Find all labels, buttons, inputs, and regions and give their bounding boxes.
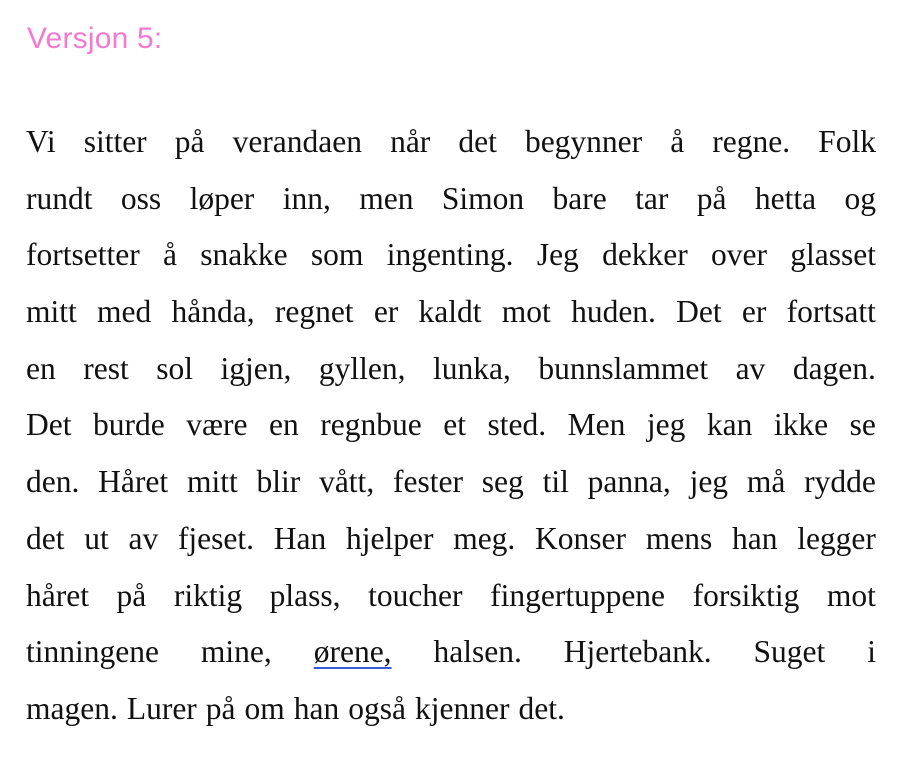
word: håret [26, 577, 89, 613]
word: Konser [535, 520, 627, 556]
word: fortsetter [26, 237, 140, 273]
word: gyllen, [318, 350, 406, 386]
word: av [735, 350, 766, 386]
word: det [458, 124, 497, 159]
word: på [205, 690, 236, 726]
word: glasset [790, 237, 876, 273]
word: han [731, 520, 778, 556]
text-line [26, 624, 876, 681]
word: et [443, 407, 466, 443]
word: må [746, 464, 786, 500]
word: til [542, 464, 569, 500]
word: rydde [804, 464, 876, 500]
word: en [269, 407, 299, 443]
word: oss [120, 180, 162, 216]
word: når [390, 124, 431, 159]
word: huden. [571, 294, 656, 330]
word: halsen. [433, 634, 522, 670]
word: hånda, [171, 294, 255, 330]
word: fortsatt [786, 294, 876, 330]
word: også [348, 690, 407, 726]
word: forsiktig [692, 577, 800, 613]
word: Simon [441, 180, 525, 216]
word: plass, [269, 577, 341, 613]
word: riktig [173, 577, 243, 613]
text-line [26, 171, 876, 228]
word: Men [567, 407, 626, 443]
word: som [310, 237, 364, 273]
word: å [162, 237, 177, 273]
word: blir [256, 464, 301, 500]
word: mine, [200, 634, 272, 670]
word: tinningene [26, 634, 159, 670]
word: på [174, 124, 205, 159]
word: lunka, [432, 350, 511, 386]
text-line [26, 284, 876, 341]
word: vått, [319, 464, 375, 500]
word: fester [393, 464, 463, 500]
word: over [711, 237, 767, 273]
word: regne. [712, 124, 791, 159]
word: mitt [26, 294, 77, 330]
word: sitter [83, 124, 147, 159]
word: Det [26, 407, 72, 443]
word: kaldt [418, 294, 482, 330]
word: regnet [274, 294, 354, 330]
word: kjenner [415, 690, 510, 726]
text-line [26, 227, 876, 284]
word: men [359, 180, 414, 216]
text-line [26, 397, 876, 454]
word: mot [826, 577, 876, 613]
word: Det [676, 294, 722, 330]
word: Suget [753, 634, 826, 670]
paragraph-body [26, 114, 876, 738]
word: om [244, 690, 285, 726]
spellcheck-flagged-word: ørene, [313, 634, 392, 670]
word: dekker [602, 237, 688, 273]
word: sted. [487, 407, 547, 443]
text-line [26, 568, 876, 625]
word: fjeset. [177, 520, 255, 556]
word: verandaen [232, 124, 362, 159]
word: se [849, 407, 876, 443]
version-heading: Versjon 5: [27, 22, 163, 55]
word: det [26, 520, 65, 556]
word: seg [481, 464, 524, 500]
text-line [26, 511, 876, 568]
word: han [293, 690, 340, 726]
word: og [844, 180, 876, 216]
word: å [670, 124, 685, 159]
word: mens [645, 520, 713, 556]
word: bunnslammet [538, 350, 709, 386]
word: en [26, 350, 56, 386]
word: legger [797, 520, 876, 556]
word: mot [501, 294, 551, 330]
word: regnbue [320, 407, 422, 443]
word: Jeg [536, 237, 579, 273]
word: løper [189, 180, 255, 216]
word: panna, [587, 464, 671, 500]
word: av [128, 520, 159, 556]
word: hetta [754, 180, 817, 216]
word: Vi [26, 124, 56, 159]
text-line [26, 454, 876, 511]
word: rundt [26, 180, 93, 216]
word: inn, [282, 180, 331, 216]
word: det. [518, 690, 565, 726]
word: være [186, 407, 248, 443]
word: er [741, 294, 767, 330]
word: Folk [818, 124, 876, 159]
word: begynner [524, 124, 643, 159]
word: ingenting. [386, 237, 514, 273]
word: toucher [368, 577, 463, 613]
word: Han [273, 520, 327, 556]
word: dagen. [792, 350, 876, 386]
word: magen. [26, 690, 118, 726]
word: Håret [98, 464, 169, 500]
word: tar [635, 180, 669, 216]
word: jeg [689, 464, 729, 500]
word: snakke [200, 237, 288, 273]
word: den. [26, 464, 80, 500]
word: på [116, 577, 147, 613]
word: i [867, 634, 876, 670]
word: jeg [646, 407, 686, 443]
word: Lurer [126, 690, 197, 726]
word: kan [706, 407, 753, 443]
word: mitt [186, 464, 238, 500]
word: burde [93, 407, 165, 443]
word: med [97, 294, 152, 330]
word: igjen, [220, 350, 292, 386]
word: på [696, 180, 727, 216]
word: sol [156, 350, 193, 386]
word: Hjertebank. [563, 634, 712, 670]
word: er [373, 294, 399, 330]
word: hjelper [345, 520, 434, 556]
word: ikke [773, 407, 829, 443]
word: fingertuppene [490, 577, 666, 613]
text-line [26, 114, 876, 171]
text-line [26, 341, 876, 398]
word: rest [83, 350, 129, 386]
word: meg. [453, 520, 516, 556]
word: ut [84, 520, 109, 556]
text-line [26, 681, 876, 738]
word: bare [552, 180, 607, 216]
